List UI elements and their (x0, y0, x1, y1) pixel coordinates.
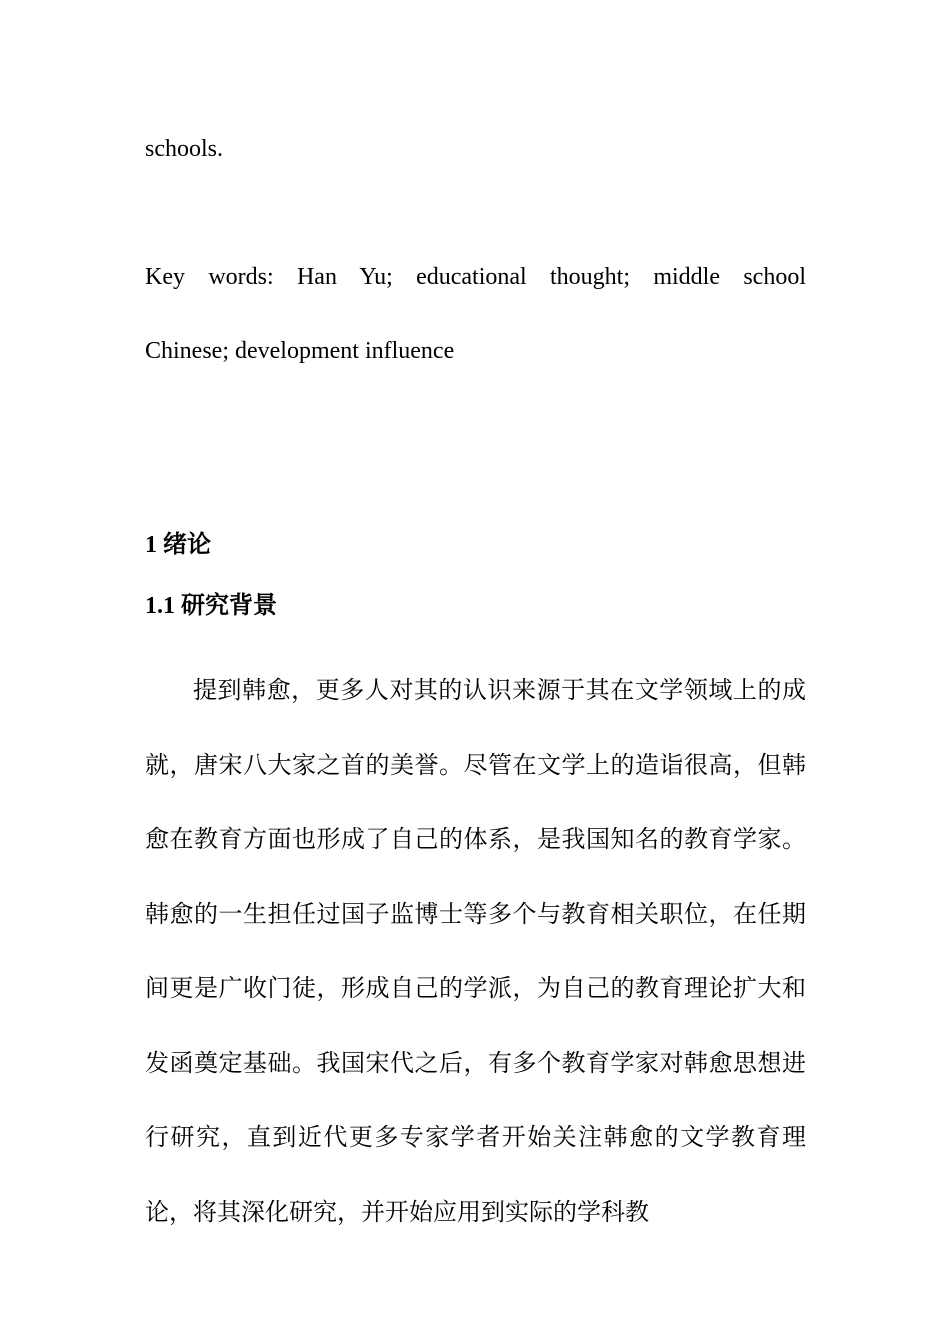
subsection-heading: 1.1 研究背景 (145, 593, 277, 619)
abstract-tail-text: schools. (145, 136, 223, 162)
keywords-line-1: Key words: Han Yu; educational thought; middle school (145, 264, 806, 290)
keywords-line-2: Chinese; development influence (145, 338, 455, 364)
section-heading: 1 绪论 (145, 532, 211, 558)
body-paragraph: 提到韩愈，更多人对其的认识来源于其在文学领域上的成就，唐宋八大家之首的美誉。尽管在文学上的造诣很高，但韩愈在教育方面也形成了自己的体系，是我国知名的教育学家。韩愈的一生担任过国子监博士等多个与教育相关职位，在任期间更是广收门徒，形成自己的学派，为自己的教育理论扩大和发函奠定基础。我国宋代之后，有多个教育学家对韩愈思想进行研究，直到近代更多专家学者开始关注韩愈的文学教育理论，将其深化研究，并开始应用到实际的学科教 (145, 678, 806, 1226)
